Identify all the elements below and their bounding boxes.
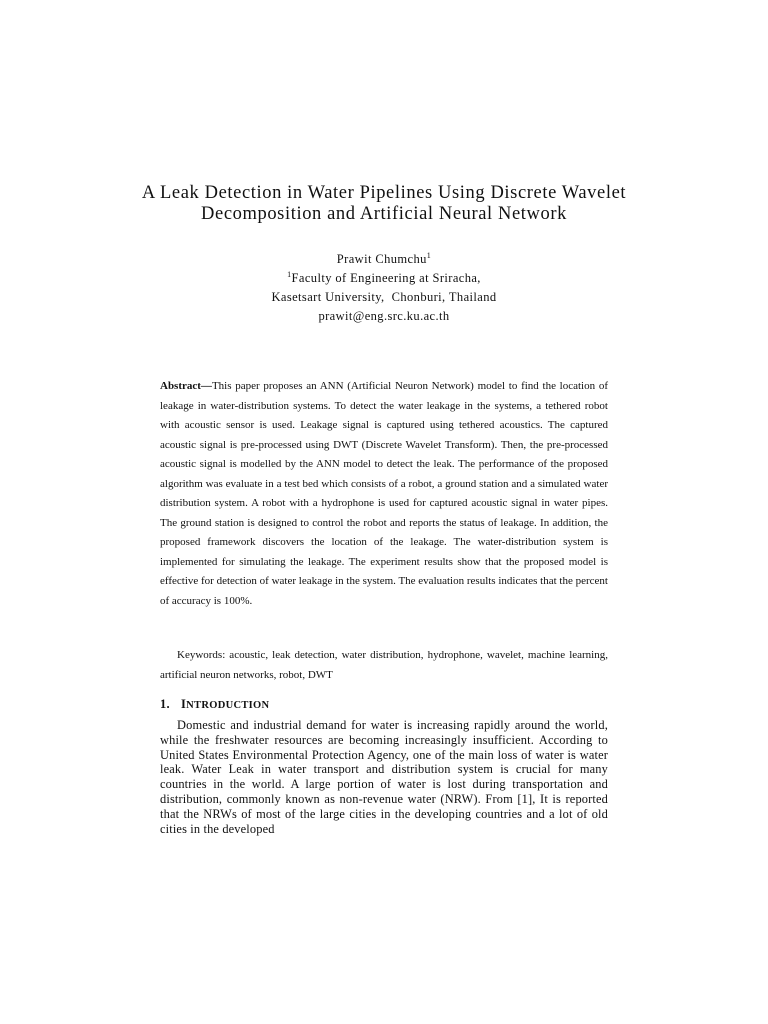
keywords: Keywords: acoustic, leak detection, water distribution, hydrophone, wavelet, machine learning, artificial neuron networks, robot, DWT bbox=[160, 649, 608, 681]
paper-title: A Leak Detection in Water Pipelines Using Discrete Wavelet Decomposition and Artificial Neural Network bbox=[141, 183, 627, 224]
author-name-text: Prawit Chumchu bbox=[336, 252, 427, 266]
author-name bbox=[150, 250, 618, 269]
affiliation-line-1 bbox=[150, 269, 618, 288]
affiliation-line-2: Kasetsart University, Chonburi, Thailand bbox=[271, 290, 497, 304]
affiliation-text-1: Faculty of Engineering at Sriracha, bbox=[291, 271, 481, 285]
section-title-initial: I bbox=[181, 697, 187, 711]
affiliation-superscript: 1 bbox=[287, 270, 292, 279]
section-heading-introduction bbox=[160, 697, 269, 712]
author-superscript: 1 bbox=[426, 251, 432, 260]
abstract bbox=[160, 377, 608, 612]
section-title-rest: NTRODUCTION bbox=[186, 700, 270, 711]
section-number: 1. bbox=[160, 697, 170, 711]
abstract-text: This paper proposes an ANN (Artificial Neuron Network) model to find the location of leakage in water-distribution systems. To detect the water leakage in the systems, a tethered robot with acoustic sensor is used. Leakage signal is captured using tethered acoustics. The captured acoustic signal is pre-processed using DWT (Discrete Wavelet Transform). Then, the pre-processed acoustic signal is modelled by the ANN model to detect the leak. The performance of the proposed algorithm was evaluate in a test bed which consists of a robot, a ground station and a simulated water distribution system. A robot with a hydrophone is used for captured acoustic signal in water pipes. The ground station is designed to control the robot and reports the status of leakage. In addition, the proposed framework discovers the location of the leakage. The water-distribution system is implemented for simulating the leakage. The experiment results show that the proposed model is effective for detection of water leakage in the system. The evaluation results indicates that the percent of accuracy is 100%. bbox=[160, 380, 608, 608]
introduction-paragraph: Domestic and industrial demand for water is increasing rapidly around the world, while the freshwater resources are becoming increasingly insufficient. According to United States Environmental Protection Agency, one of the main loss of water is water leak. Water Leak in water transport and distribution system is crucial for many countries in the world. A large portion of water is lost during transportation and distribution, commonly known as non-revenue water (NRW). From [1], It is reported that the NRWs of most of the large cities in the developing countries and a lot of old cities in the developed bbox=[160, 718, 608, 836]
abstract-label: Abstract— bbox=[160, 380, 212, 392]
author-email: prawit@eng.src.ku.ac.th bbox=[318, 309, 450, 323]
author-block bbox=[150, 250, 618, 326]
